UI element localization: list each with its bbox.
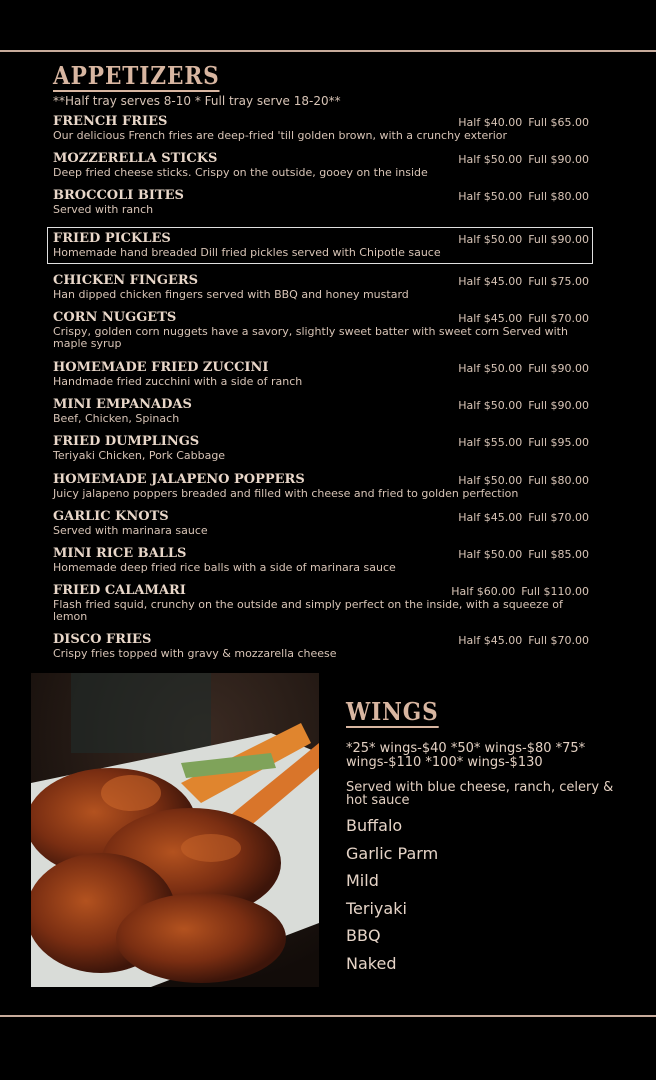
half-tray-price: Half $40.00 (458, 116, 523, 129)
menu-item-description: Beef, Chicken, Spinach (53, 412, 180, 425)
half-tray-price: Half $50.00 (458, 474, 523, 487)
half-tray-price: Half $50.00 (458, 190, 523, 203)
menu-item (53, 583, 589, 623)
menu-item (53, 434, 589, 462)
menu-item-name: GARLIC KNOTS (53, 509, 169, 524)
menu-item-description: Teriyaki Chicken, Pork Cabbage (53, 449, 226, 462)
wing-flavor-list (346, 817, 616, 982)
menu-item-name: DISCO FRIES (53, 632, 152, 647)
full-tray-price: Full $95.00 (528, 436, 589, 449)
half-tray-price: Half $60.00 (451, 585, 516, 598)
menu-item (53, 360, 589, 388)
wing-flavor: Buffalo (346, 816, 403, 835)
menu-item-description: Handmade fried zucchini with a side of ranch (53, 375, 303, 388)
menu-item (53, 231, 589, 259)
appetizers-title: APPETIZERS (53, 61, 220, 90)
menu-item-description: Deep fried cheese sticks. Crispy on the outside, gooey on the inside (53, 166, 428, 179)
full-tray-price: Full $90.00 (528, 362, 589, 375)
menu-item (53, 546, 589, 574)
wings-section (346, 698, 616, 982)
wings-title: WINGS (346, 697, 439, 726)
menu-item-price (452, 474, 589, 487)
tray-note: **Half tray serves 8-10 * Full tray serve 18-20** (53, 94, 341, 108)
menu-item-description: Our delicious French fries are deep-fried 'till golden brown, with a crunchy exterior (53, 129, 508, 142)
menu-item-price (452, 399, 589, 412)
menu-item-price (452, 153, 589, 166)
menu-item-name: CORN NUGGETS (53, 310, 177, 325)
menu-item-name: BROCCOLI BITES (53, 188, 184, 203)
menu-item-price (452, 548, 589, 561)
full-tray-price: Full $90.00 (528, 233, 589, 246)
full-tray-price: Full $80.00 (528, 474, 589, 487)
menu-item-price (452, 362, 589, 375)
top-divider (0, 50, 656, 52)
full-tray-price: Full $70.00 (528, 312, 589, 325)
menu-item-price (452, 233, 589, 246)
menu-item (53, 114, 589, 142)
menu-item-name: FRIED DUMPLINGS (53, 434, 200, 449)
menu-item-description: Crispy, golden corn nuggets have a savory, slightly sweet batter with sweet corn Served with maple syrup (53, 325, 568, 350)
menu-item-price (452, 116, 589, 129)
full-tray-price: Full $90.00 (528, 153, 589, 166)
appetizers-section (53, 62, 593, 108)
menu-item-price (452, 275, 589, 288)
menu-item-description: Juicy jalapeno poppers breaded and filled with cheese and fried to golden perfection (53, 487, 519, 500)
wing-flavor: Naked (346, 953, 397, 973)
full-tray-price: Full $85.00 (528, 548, 589, 561)
full-tray-price: Full $70.00 (528, 511, 589, 524)
menu-item-description: Flash fried squid, crunchy on the outside and simply perfect on the inside, with a squeeze of lemon (53, 598, 563, 623)
wings-prices: *25* wings-$40 *50* wings-$80 *75* wings-$110 *100* wings-$130 (346, 741, 586, 770)
bottom-divider (0, 1015, 656, 1017)
half-tray-price: Half $55.00 (458, 436, 523, 449)
wing-flavor: Teriyaki (346, 898, 407, 918)
menu-item (53, 509, 589, 537)
menu-item-price (452, 312, 589, 325)
menu-item (53, 151, 589, 179)
menu-item-name: MINI EMPANADAS (53, 397, 192, 412)
menu-item (53, 310, 589, 350)
menu-item-name: MINI RICE BALLS (53, 546, 187, 561)
menu-item-description: Homemade deep fried rice balls with a side of marinara sauce (53, 561, 396, 574)
half-tray-price: Half $45.00 (458, 312, 523, 325)
menu-item-description: Crispy fries topped with gravy & mozzarella cheese (53, 647, 337, 660)
half-tray-price: Half $50.00 (458, 233, 523, 246)
full-tray-price: Full $65.00 (528, 116, 589, 129)
menu-item-name: FRIED PICKLES (53, 231, 171, 246)
full-tray-price: Full $110.00 (521, 585, 589, 598)
wing-flavor: BBQ (346, 926, 381, 945)
menu-item-price (452, 190, 589, 203)
menu-item-name: FRENCH FRIES (53, 114, 168, 129)
menu-item-price (452, 436, 589, 449)
menu-item (53, 273, 589, 301)
full-tray-price: Full $70.00 (528, 634, 589, 647)
menu-item-name: FRIED CALAMARI (53, 583, 186, 598)
menu-item-description: Han dipped chicken fingers served with BBQ and honey mustard (53, 288, 409, 301)
full-tray-price: Full $90.00 (528, 399, 589, 412)
menu-item-description: Served with marinara sauce (53, 524, 208, 537)
half-tray-price: Half $45.00 (458, 511, 523, 524)
chicken-wings-photo (31, 673, 319, 987)
half-tray-price: Half $45.00 (458, 634, 523, 647)
menu-item (53, 632, 589, 660)
half-tray-price: Half $50.00 (458, 399, 523, 412)
menu-item-name: HOMEMADE FRIED ZUCCINI (53, 360, 269, 375)
menu-item (53, 472, 589, 500)
menu-item (53, 188, 589, 216)
menu-item-name: CHICKEN FINGERS (53, 273, 199, 288)
menu-item (53, 397, 589, 425)
half-tray-price: Half $50.00 (458, 362, 523, 375)
full-tray-price: Full $80.00 (528, 190, 589, 203)
wing-flavor: Garlic Parm (346, 843, 439, 863)
menu-item-name: MOZZERELLA STICKS (53, 151, 218, 166)
menu-item-description: Served with ranch (53, 203, 154, 216)
menu-item-name: HOMEMADE JALAPENO POPPERS (53, 472, 305, 487)
half-tray-price: Half $45.00 (458, 275, 523, 288)
menu-item-price (452, 634, 589, 647)
full-tray-price: Full $75.00 (528, 275, 589, 288)
half-tray-price: Half $50.00 (458, 153, 523, 166)
menu-item-price (452, 511, 589, 524)
menu-item-price (445, 585, 589, 598)
wings-served-with: Served with blue cheese, ranch, celery & hot sauce (346, 780, 614, 808)
menu-item-description: Homemade hand breaded Dill fried pickles served with Chipotle sauce (53, 246, 441, 259)
wing-flavor: Mild (346, 871, 379, 890)
half-tray-price: Half $50.00 (458, 548, 523, 561)
